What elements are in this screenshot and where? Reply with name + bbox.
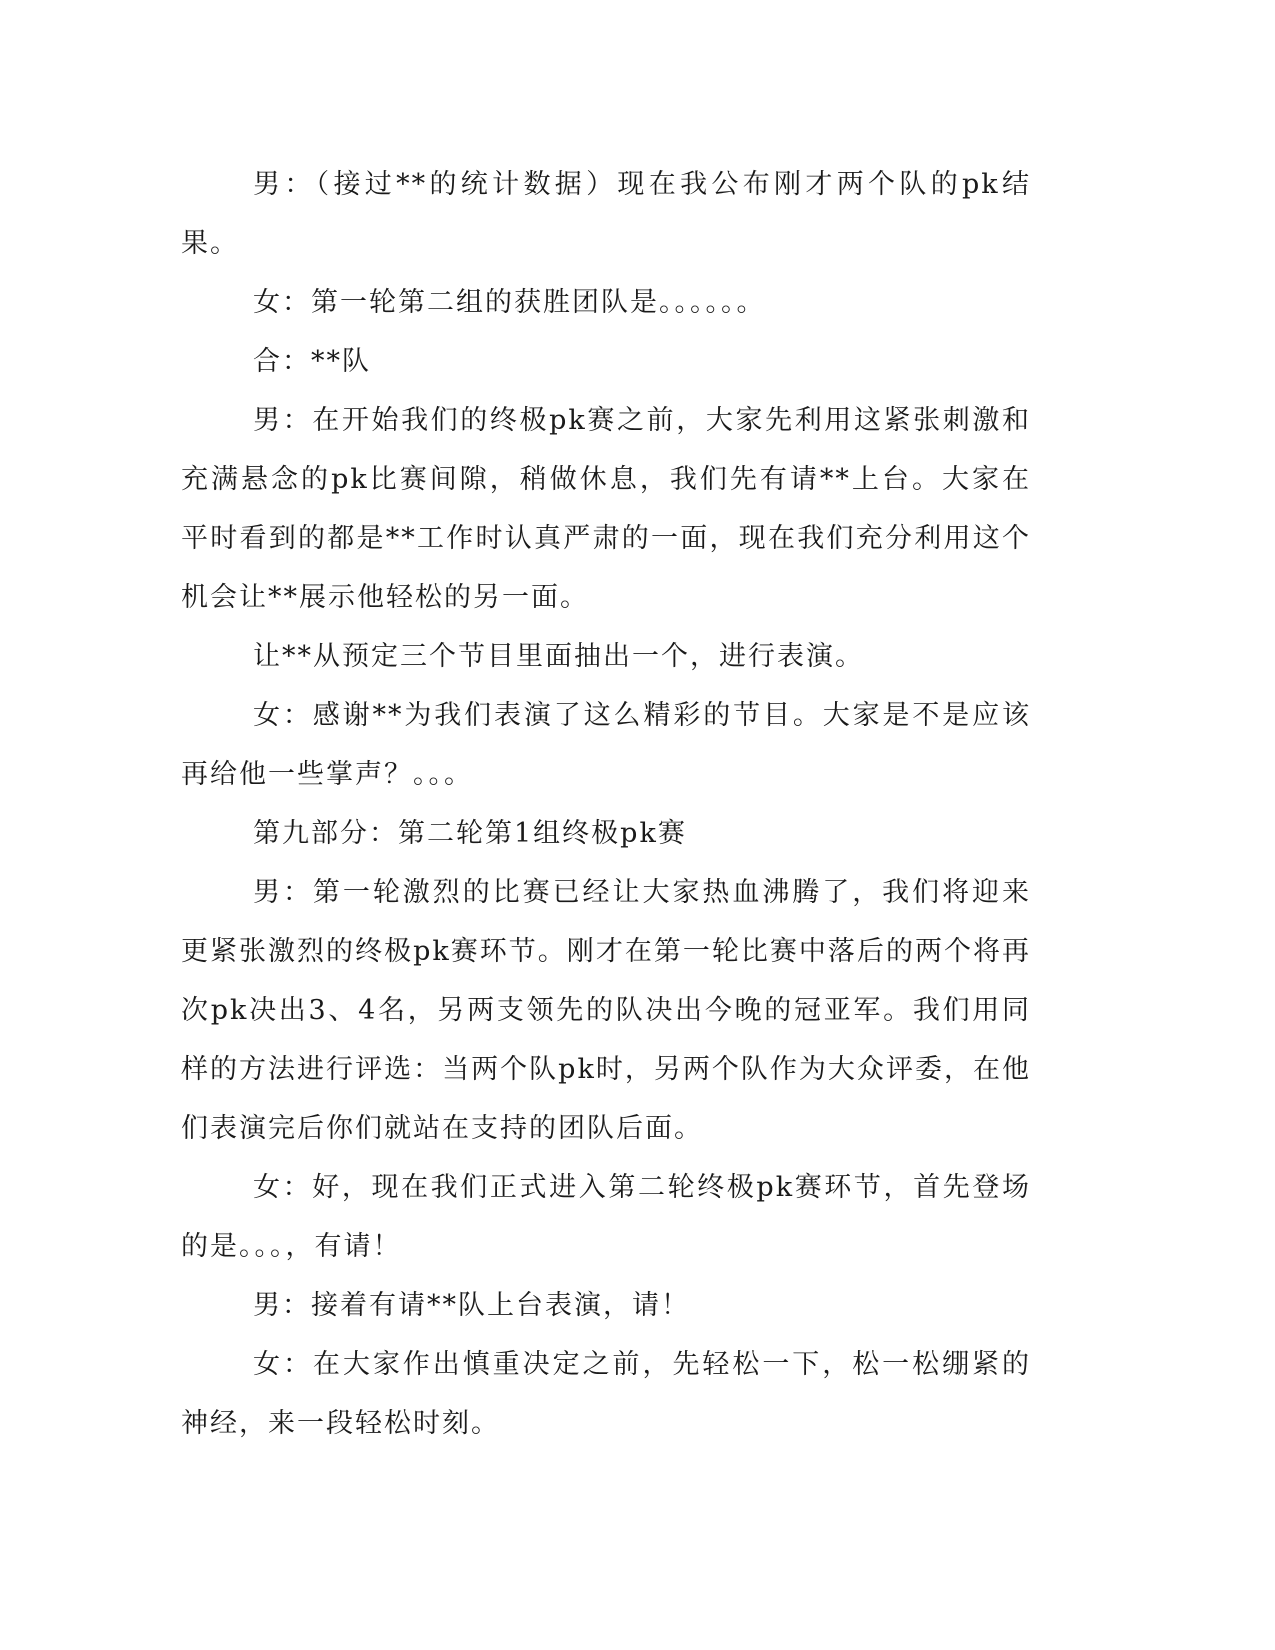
paragraph-announce-results: 男：（接过**的统计数据）现在我公布刚才两个队的pk结果。: [181, 169, 1031, 259]
paragraph-round2-intro: 男：第一轮激烈的比赛已经让大家热血沸腾了，我们将迎来更紧张激烈的终极pk赛环节。刚才在第一轮比赛中落后的两个将再次pk决出3、4名，另两支领先的队决出今晚的冠亚军。我们用同样的方法进行评选：当两个队pk时，另两个队作为大众评委，在他们表演完后你们就站在支持的团队后面。: [181, 877, 1031, 1144]
paragraph-performance-draw: 让**从预定三个节目里面抽出一个，进行表演。: [253, 641, 864, 672]
paragraph-winner-round1-group2: 女：第一轮第二组的获胜团队是。。。。。。: [253, 287, 766, 318]
paragraph-together-team: 合：**队: [253, 346, 371, 377]
paragraph-thanks: 女：感谢**为我们表演了这么精彩的节目。大家是不是应该再给他一些掌声？。。。: [181, 700, 1031, 790]
paragraph-relax-moment: 女：在大家作出慎重决定之前，先轻松一下，松一松绷紧的神经，来一段轻松时刻。: [181, 1349, 1031, 1439]
document-body: [181, 155, 1031, 1453]
section-heading-part9: 第九部分：第二轮第1组终极pk赛: [253, 818, 687, 849]
paragraph-break-intro: 男：在开始我们的终极pk赛之前，大家先利用这紧张刺激和充满悬念的pk比赛间隙，稍做休息，我们先有请**上台。大家在平时看到的都是**工作时认真严肃的一面，现在我们充分利用这个机会让**展示他轻松的另一面。: [181, 405, 1031, 613]
paragraph-round2-start: 女：好，现在我们正式进入第二轮终极pk赛环节，首先登场的是。。。，有请！: [181, 1172, 1031, 1262]
paragraph-next-team: 男：接着有请**队上台表演，请！: [253, 1290, 690, 1321]
